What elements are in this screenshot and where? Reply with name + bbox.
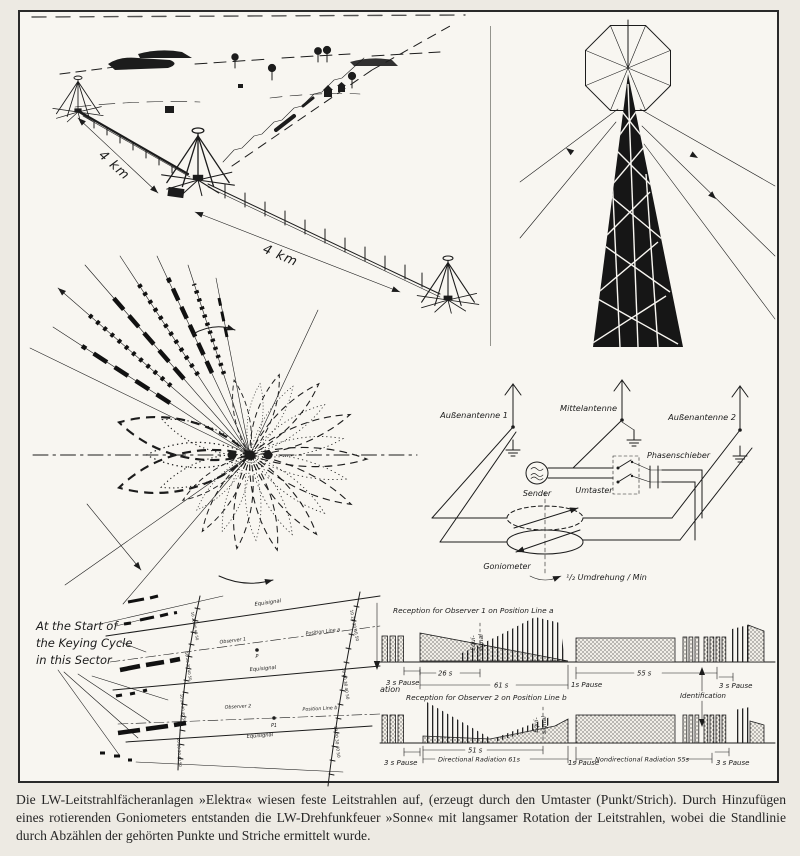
position-line-b-label: Position Line b — [302, 706, 338, 713]
row1-pause1: 1s Pause — [571, 681, 603, 689]
antenna-mast-right — [417, 256, 479, 313]
row2-51s: 51 s — [468, 746, 483, 755]
observer2-label: Observer 2 — [224, 704, 252, 711]
observer1-label: Observer 1 — [219, 637, 247, 646]
arc-tick-numbers: 10 20 30 40 50 — [179, 693, 188, 723]
pattern-axis-and-center — [33, 451, 417, 460]
keyer-switch — [613, 456, 650, 494]
transmitter-label: Sender — [522, 489, 552, 498]
pattern-lobes — [115, 372, 368, 553]
antenna-feed-schematic — [410, 370, 780, 605]
row2-signal-envelope — [380, 701, 775, 743]
reception-timing-diagrams — [350, 595, 780, 795]
distance-label-b: 4 km — [260, 241, 300, 270]
arc-tick-numbers: 10 20 30 40 50 — [184, 651, 193, 681]
row2-pause3-right: 3 s Pause — [716, 759, 750, 767]
row1-dimensions — [404, 665, 733, 689]
keyer-label: Umtaster — [575, 486, 613, 495]
row1-equisignal-label-1: Equi- — [470, 635, 477, 651]
row2-equisignal-label-2: signal — [541, 716, 548, 734]
arc-tick-numbers: 10 20 30 40 50 — [176, 737, 184, 767]
outer-antenna-1-label: Außenantenne 1 — [440, 410, 508, 420]
row2-pause1: 1s Pause — [568, 759, 600, 767]
equisignal-label-mid: Equisignal — [249, 664, 277, 674]
horizon-and-terrain — [32, 15, 465, 113]
left-text-fragment: ation — [380, 685, 401, 694]
observer2-point-label: P1 — [271, 724, 277, 729]
keying-note-line3: in this Sector — [36, 653, 112, 667]
row2-equisignal-label-1: Equi- — [533, 717, 540, 733]
telegraph-road-diagonal — [223, 26, 450, 166]
row1-pause3-left: 3 s Pause — [386, 679, 420, 687]
equisignal-label-bottom: Equisignal — [246, 732, 274, 740]
middle-antenna-label: Mittelantenne — [560, 403, 617, 413]
goniometer-label: Goniometer — [483, 562, 531, 571]
antenna-mast-left — [53, 76, 103, 123]
phase-shifter-label: Phasenschieber — [647, 451, 711, 460]
observer1-point-label: P — [255, 655, 259, 660]
feed-wiring — [432, 420, 752, 542]
distance-arrow-a — [76, 116, 160, 195]
row1-title: Reception for Observer 1 on Position Line a — [393, 606, 554, 615]
lattice-tower-drawing — [520, 14, 775, 364]
row2-nondirectional: Nondirectional Radiation 55s — [595, 755, 690, 764]
arc-tick-numbers: 10 20 30 40 50 — [349, 609, 361, 642]
transmitter-symbol — [526, 462, 548, 484]
row1-61s: 61 s — [494, 681, 509, 690]
row1-pause3-right: 3 s Pause — [719, 682, 753, 690]
row2-directional: Directional Radiation 61s — [438, 755, 520, 764]
position-line-a-label: Position Line a — [305, 627, 341, 638]
equisignal-label-top: Equisignal — [254, 598, 282, 608]
figure-frame — [18, 10, 779, 783]
identification-label: Identification — [679, 692, 727, 700]
trees-and-houses — [232, 46, 356, 97]
feeder-line-left — [80, 112, 190, 177]
row1-equisignal-label-2: signal — [478, 634, 485, 652]
radiation-pattern-diagram — [25, 252, 425, 607]
keying-note-line2: the Keying Cycle — [36, 636, 133, 650]
arc-tick-numbers: 10 20 30 40 50 — [341, 667, 351, 700]
arc-tick-numbers: 10 20 30 40 50 — [333, 725, 342, 758]
observer1-point — [255, 648, 259, 652]
row1-26s: 26 s — [438, 669, 453, 678]
antenna-mast-center — [162, 128, 235, 198]
phase-shifter — [650, 466, 662, 488]
rotation-rate-label: ¹/₂ Umdrehung / Min — [566, 573, 647, 582]
keying-sector-diagram — [28, 590, 383, 790]
row1-55s: 55 s — [637, 669, 652, 678]
row2-pause3-left: 3 s Pause — [384, 759, 418, 767]
distance-label-a: 4 km — [95, 147, 133, 184]
panel-divider-line — [490, 26, 491, 346]
rotation-direction-arrow — [374, 603, 380, 670]
arc-tick-numbers: 10 20 30 40 50 — [190, 611, 200, 641]
row2-title: Reception for Observer 2 on Position Line b — [406, 693, 567, 702]
tower-mast-body — [588, 74, 683, 347]
observer2-point — [272, 716, 276, 720]
keying-note-line1: At the Start of — [36, 619, 118, 633]
keyed-beam-fan — [30, 256, 318, 604]
outer-antenna-2-label: Außenantenne 2 — [668, 412, 736, 422]
row1-signal-envelope — [380, 617, 775, 662]
figure-caption: Die LW-Leitstrahlfächeranlagen »Elektra« wiesen feste Leitstrahlen auf, (erzeugt durch den Umtaster (Punkt/Strich). Durch Hinzufügen eines rotierenden Goniometers entstanden die LW-Drehfunkfeuer »Sonne« mit langsamer Rotation der Leitstrahlen, wobei die Standlinie durch Abzählen der gehörten Punkte und Striche ermittelt wurde. — [16, 792, 786, 844]
